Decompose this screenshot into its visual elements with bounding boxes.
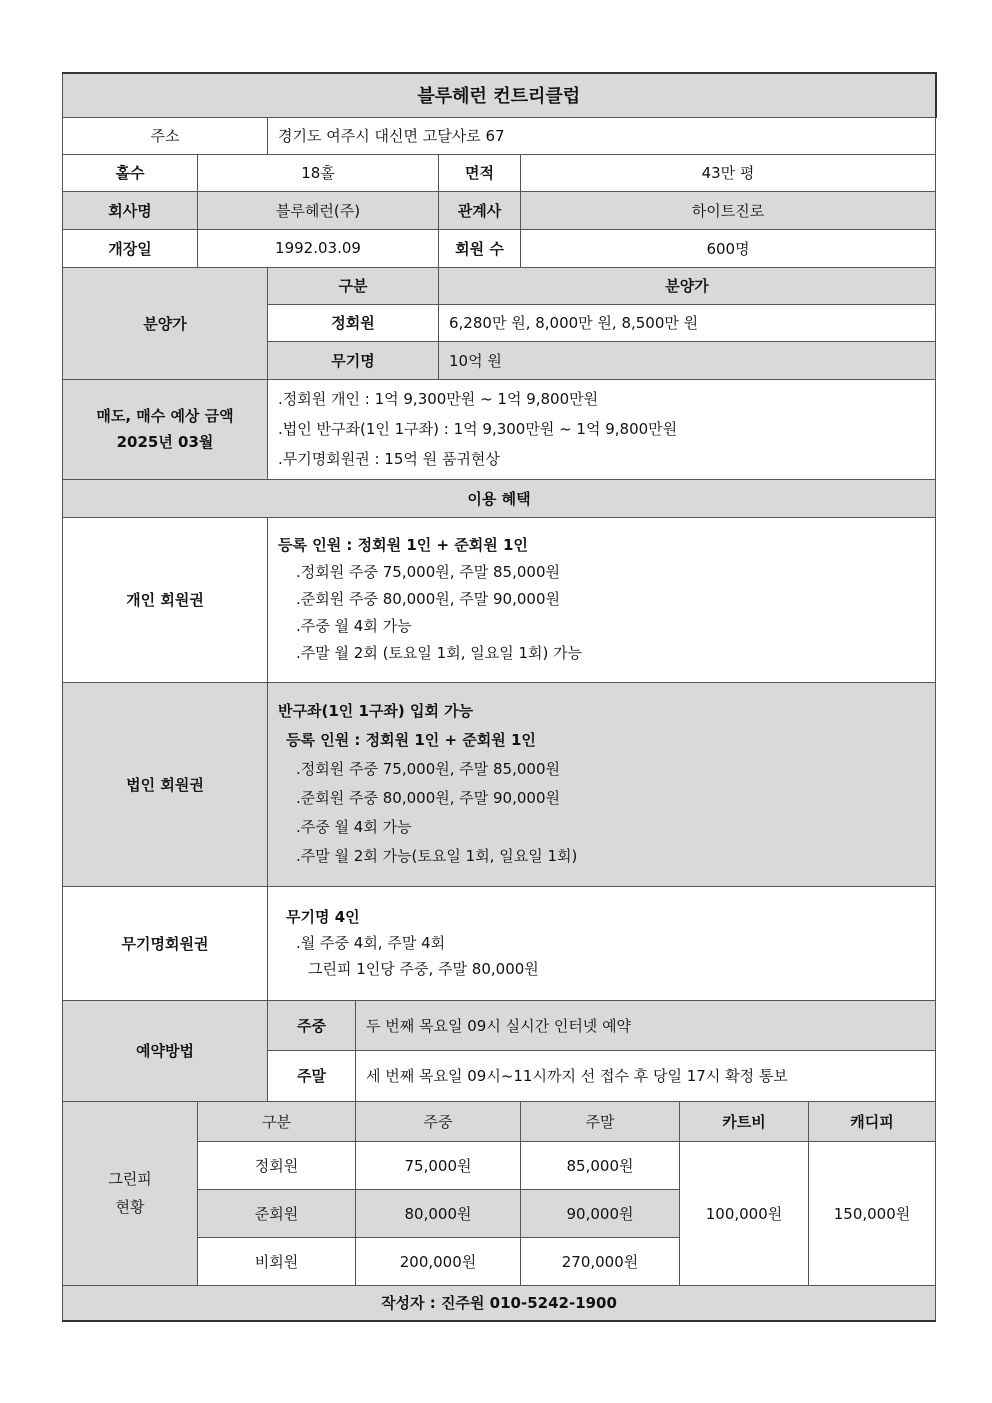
page-title: 블루헤런 컨트리클럽 [63, 73, 936, 117]
greenfee-header-weekday: 주중 [356, 1101, 521, 1141]
trade-estimate-label-line2: 2025년 03월 [116, 433, 214, 451]
sale-price-value: 6,280만 원, 8,000만 원, 8,500만 원 [439, 304, 936, 341]
area-label: 면적 [439, 154, 521, 191]
personal-membership-label: 개인 회원권 [63, 517, 268, 682]
greenfee-weekend: 270,000원 [521, 1237, 680, 1285]
trade-estimate-content [268, 379, 936, 479]
trade-estimate-line: .무기명회원권 : 15억 원 품귀현상 [278, 450, 500, 468]
info-row-opening [63, 229, 936, 267]
corporate-membership-line: .주중 월 4회 가능 [296, 818, 412, 836]
address-label: 주소 [63, 117, 268, 154]
personal-membership-line: .정회원 주중 75,000원, 주말 85,000원 [296, 563, 560, 581]
greenfee-type: 준회원 [198, 1189, 356, 1237]
sale-price-header-type: 구분 [268, 267, 439, 304]
reservation-day: 주말 [268, 1050, 356, 1101]
greenfee-cart-value: 100,000원 [680, 1141, 809, 1285]
corporate-membership-line: .정회원 주중 75,000원, 주말 85,000원 [296, 760, 560, 778]
trade-estimate-label [63, 379, 268, 479]
sale-price-label: 분양가 [63, 267, 268, 379]
greenfee-header-cart: 카트비 [680, 1101, 809, 1141]
corporate-membership-sub: 등록 인원 : 정회원 1인 + 준회원 1인 [286, 731, 536, 749]
greenfee-weekend: 85,000원 [521, 1141, 680, 1189]
greenfee-header-weekend: 주말 [521, 1101, 680, 1141]
anonymous-membership-content [268, 886, 936, 1000]
corporate-membership-head: 반구좌(1인 1구좌) 입회 가능 [278, 702, 474, 720]
personal-membership-line: .준회원 주중 80,000원, 주말 90,000원 [296, 590, 560, 608]
trade-estimate-label-line1: 매도, 매수 예상 금액 [96, 407, 234, 425]
info-row-company [63, 191, 936, 229]
corporate-membership-label: 법인 회원권 [63, 682, 268, 886]
sale-price-header-price: 분양가 [439, 267, 936, 304]
greenfee-weekend: 90,000원 [521, 1189, 680, 1237]
greenfee-header-caddie: 캐디피 [809, 1101, 936, 1141]
opening-date-value: 1992.03.09 [198, 229, 439, 267]
greenfee-type: 정회원 [198, 1141, 356, 1189]
golf-club-info-sheet [62, 72, 935, 1322]
affiliate-label: 관계사 [439, 191, 521, 229]
members-label: 회원 수 [439, 229, 521, 267]
corporate-membership-content [268, 682, 936, 886]
reservation-label: 예약방법 [63, 1000, 268, 1101]
opening-date-label: 개장일 [63, 229, 198, 267]
company-label: 회사명 [63, 191, 198, 229]
sale-price-value: 10억 원 [439, 341, 936, 379]
sale-price-type: 무기명 [268, 341, 439, 379]
affiliate-value: 하이트진로 [521, 191, 936, 229]
area-value: 43만 평 [521, 154, 936, 191]
info-row-holes [63, 154, 936, 191]
personal-membership-content [268, 517, 936, 682]
reservation-day: 주중 [268, 1000, 356, 1050]
greenfee-header-type: 구분 [198, 1101, 356, 1141]
address-value: 경기도 여주시 대신면 고달사로 67 [268, 117, 936, 154]
club-info-table [62, 72, 937, 1322]
sale-price-type: 정회원 [268, 304, 439, 341]
members-value: 600명 [521, 229, 936, 267]
corporate-membership-line: .준회원 주중 80,000원, 주말 90,000원 [296, 789, 560, 807]
reservation-text: 두 번째 목요일 09시 실시간 인터넷 예약 [356, 1000, 936, 1050]
greenfee-label-line1: 그린피 [108, 1170, 152, 1188]
anonymous-membership-head: 무기명 4인 [286, 908, 360, 926]
company-value: 블루헤런(주) [198, 191, 439, 229]
anonymous-membership-label: 무기명회원권 [63, 886, 268, 1000]
trade-estimate-line: .정회원 개인 : 1억 9,300만원 ~ 1억 9,800만원 [278, 390, 599, 408]
corporate-membership-line: .주말 월 2회 가능(토요일 1회, 일요일 1회) [296, 847, 578, 865]
personal-membership-head: 등록 인원 : 정회원 1인 + 준회원 1인 [278, 536, 528, 554]
author-contact: 작성자 : 진주원 010-5242-1900 [63, 1285, 936, 1321]
reservation-text: 세 번째 목요일 09시~11시까지 선 접수 후 당일 17시 확정 통보 [356, 1050, 936, 1101]
benefits-header: 이용 혜택 [63, 479, 936, 517]
personal-membership-line: .주중 월 4회 가능 [296, 617, 412, 635]
greenfee-weekday: 200,000원 [356, 1237, 521, 1285]
anonymous-membership-line: 그린피 1인당 주중, 주말 80,000원 [308, 960, 539, 978]
trade-estimate-line: .법인 반구좌(1인 1구좌) : 1억 9,300만원 ~ 1억 9,800만원 [278, 420, 678, 438]
greenfee-caddie-value: 150,000원 [809, 1141, 936, 1285]
holes-label: 홀수 [63, 154, 198, 191]
greenfee-weekday: 75,000원 [356, 1141, 521, 1189]
greenfee-weekday: 80,000원 [356, 1189, 521, 1237]
greenfee-label-line2: 현황 [115, 1198, 145, 1216]
greenfee-label [63, 1101, 198, 1285]
greenfee-type: 비회원 [198, 1237, 356, 1285]
personal-membership-line: .주말 월 2회 (토요일 1회, 일요일 1회) 가능 [296, 644, 583, 662]
anonymous-membership-line: .월 주중 4회, 주말 4회 [296, 934, 446, 952]
holes-value: 18홀 [198, 154, 439, 191]
